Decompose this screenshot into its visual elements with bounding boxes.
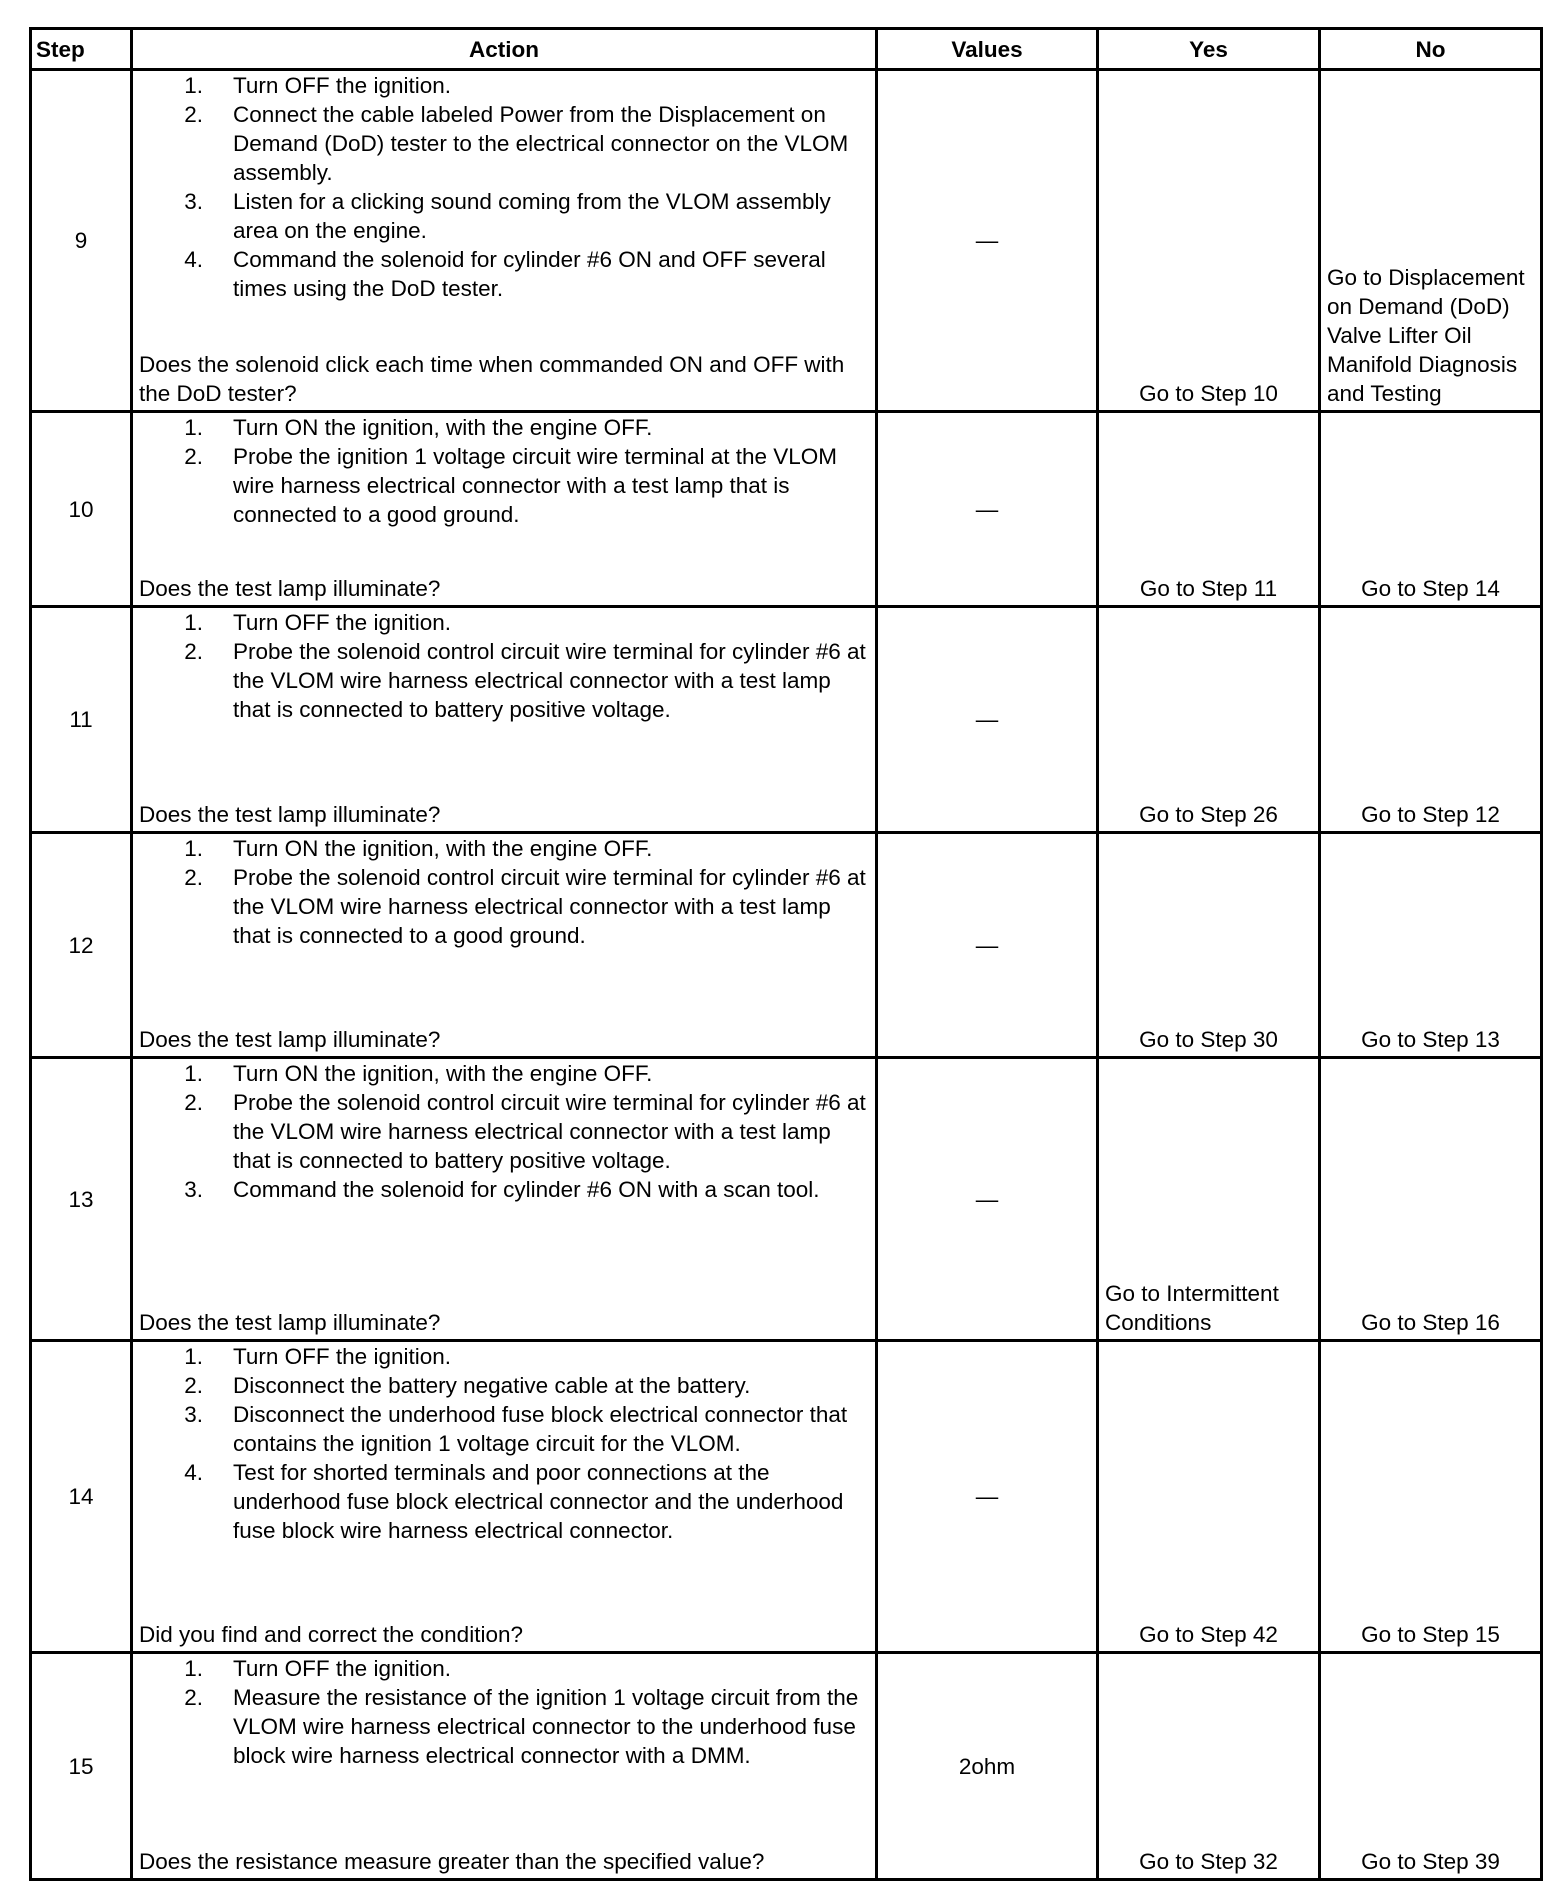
values-cell: — [877,70,1098,412]
values-cell: 2ohm [877,1653,1098,1880]
step-number: 3. [184,1177,203,1202]
step-number: 1. [184,610,203,635]
question: Does the test lamp illuminate? [139,802,441,827]
values-cell: — [877,833,1098,1058]
action-step [139,1458,869,1545]
step-text: Turn OFF the ignition. [233,73,452,98]
action-step [139,442,869,529]
action-step [139,834,869,863]
no-cell[interactable]: Go to Step 12 [1320,607,1542,833]
action-list [139,1654,869,1770]
question: Does the solenoid click each time when commanded ON and OFF with the DoD tester? [139,352,845,406]
step-text: Disconnect the underhood fuse block electrical connector that contains the ignition 1 voltage circuit for the VLOM. [233,1402,848,1456]
step-number-cell: 10 [31,412,132,607]
no-cell[interactable]: Go to Step 13 [1320,833,1542,1058]
action-step [139,637,869,724]
no-cell[interactable]: Go to Step 15 [1320,1341,1542,1653]
action-list [139,608,869,724]
header-values: Values [877,29,1098,70]
no-cell[interactable]: Go to Step 16 [1320,1058,1542,1341]
step-text: Turn OFF the ignition. [233,610,452,635]
step-text: Disconnect the battery negative cable at the battery. [233,1373,751,1398]
step-text: Connect the cable labeled Power from the Displacement on Demand (DoD) tester to the electrical connector on the VLOM assembly. [233,102,849,185]
step-number-cell: 9 [31,70,132,412]
table-row [31,833,1542,1058]
step-number-cell: 12 [31,833,132,1058]
yes-cell[interactable]: Go to Step 10 [1098,70,1320,412]
yes-cell[interactable]: Go to Step 30 [1098,833,1320,1058]
action-step [139,608,869,637]
action-step [139,245,869,303]
step-text: Turn ON the ignition, with the engine OFF. [233,836,653,861]
action-list [139,1342,869,1545]
step-number: 2. [184,1685,203,1710]
action-step [139,1175,869,1204]
table-row [31,1653,1542,1880]
question: Does the test lamp illuminate? [139,1027,441,1052]
no-cell[interactable]: Go to Step 39 [1320,1653,1542,1880]
header-no: No [1320,29,1542,70]
step-text: Probe the solenoid control circuit wire terminal for cylinder #6 at the VLOM wire harness electrical connector with a test lamp that is connected to battery positive voltage. [233,639,866,722]
step-text: Command the solenoid for cylinder #6 ON and OFF several times using the DoD tester. [233,247,826,301]
step-text: Test for shorted terminals and poor connections at the underhood fuse block electrical connector and the underhood fuse block wire harness electrical connector. [233,1460,844,1543]
step-number: 2. [184,1373,203,1398]
action-step [139,1371,869,1400]
action-cell [132,833,877,1058]
action-cell [132,412,877,607]
step-text: Turn ON the ignition, with the engine OFF. [233,1061,653,1086]
question: Does the test lamp illuminate? [139,576,441,601]
no-cell[interactable]: Go to Step 14 [1320,412,1542,607]
step-text: Probe the solenoid control circuit wire terminal for cylinder #6 at the VLOM wire harness electrical connector with a test lamp that is connected to battery positive voltage. [233,1090,866,1173]
table-row [31,412,1542,607]
action-list [139,1059,869,1204]
action-cell [132,1653,877,1880]
action-cell [132,607,877,833]
action-list [139,71,869,303]
header-row [31,29,1542,70]
step-text: Turn OFF the ignition. [233,1344,452,1369]
question: Does the test lamp illuminate? [139,1310,441,1335]
yes-cell[interactable]: Go to Step 26 [1098,607,1320,833]
step-number: 3. [184,1402,203,1427]
action-step [139,1683,869,1770]
values-cell: — [877,412,1098,607]
step-number-cell: 14 [31,1341,132,1653]
header-step: Step [31,29,132,70]
step-number: 1. [184,1656,203,1681]
yes-cell[interactable]: Go to Step 11 [1098,412,1320,607]
question: Did you find and correct the condition? [139,1622,523,1647]
action-list [139,834,869,950]
action-step [139,1342,869,1371]
step-number: 1. [184,836,203,861]
step-text: Probe the solenoid control circuit wire terminal for cylinder #6 at the VLOM wire harness electrical connector with a test lamp that is connected to a good ground. [233,865,866,948]
yes-cell[interactable]: Go to Step 32 [1098,1653,1320,1880]
step-number: 3. [184,189,203,214]
step-number: 4. [184,247,203,272]
values-cell: — [877,607,1098,833]
action-list [139,413,869,529]
action-step [139,71,869,100]
values-cell: — [877,1058,1098,1341]
step-number-cell: 11 [31,607,132,833]
action-step [139,1088,869,1175]
table-row [31,1058,1542,1341]
action-step [139,413,869,442]
step-number: 1. [184,1061,203,1086]
step-number: 4. [184,1460,203,1485]
step-number: 2. [184,639,203,664]
question: Does the resistance measure greater than the specified value? [139,1849,765,1874]
action-step [139,1059,869,1088]
table-row [31,70,1542,412]
table-row [31,607,1542,833]
step-number: 1. [184,73,203,98]
step-text: Turn OFF the ignition. [233,1656,452,1681]
step-number: 2. [184,102,203,127]
no-cell[interactable]: Go to Displacement on Demand (DoD) Valve Lifter Oil Manifold Diagnosis and Testing [1320,70,1542,412]
step-number: 2. [184,865,203,890]
header-yes: Yes [1098,29,1320,70]
values-cell: — [877,1341,1098,1653]
step-text: Probe the ignition 1 voltage circuit wire terminal at the VLOM wire harness electrical connector with a test lamp that is connected to a good ground. [233,444,838,527]
yes-cell[interactable]: Go to Step 42 [1098,1341,1320,1653]
action-step [139,1654,869,1683]
table-row [31,1341,1542,1653]
step-number: 2. [184,444,203,469]
action-step [139,100,869,187]
step-number: 1. [184,1344,203,1369]
action-cell [132,1058,877,1341]
action-cell [132,1341,877,1653]
step-text: Turn ON the ignition, with the engine OFF. [233,415,653,440]
step-number: 2. [184,1090,203,1115]
step-text: Command the solenoid for cylinder #6 ON with a scan tool. [233,1177,820,1202]
action-step [139,187,869,245]
yes-cell[interactable]: Go to Intermittent Conditions [1098,1058,1320,1341]
step-text: Measure the resistance of the ignition 1 voltage circuit from the VLOM wire harness electrical connector to the underhood fuse block wire harness electrical connector with a DMM. [233,1685,859,1768]
header-action: Action [132,29,877,70]
diagnostic-table [29,27,1543,1881]
step-number: 1. [184,415,203,440]
action-step [139,1400,869,1458]
step-number-cell: 13 [31,1058,132,1341]
action-step [139,863,869,950]
action-cell [132,70,877,412]
step-text: Listen for a clicking sound coming from the VLOM assembly area on the engine. [233,189,831,243]
step-number-cell: 15 [31,1653,132,1880]
